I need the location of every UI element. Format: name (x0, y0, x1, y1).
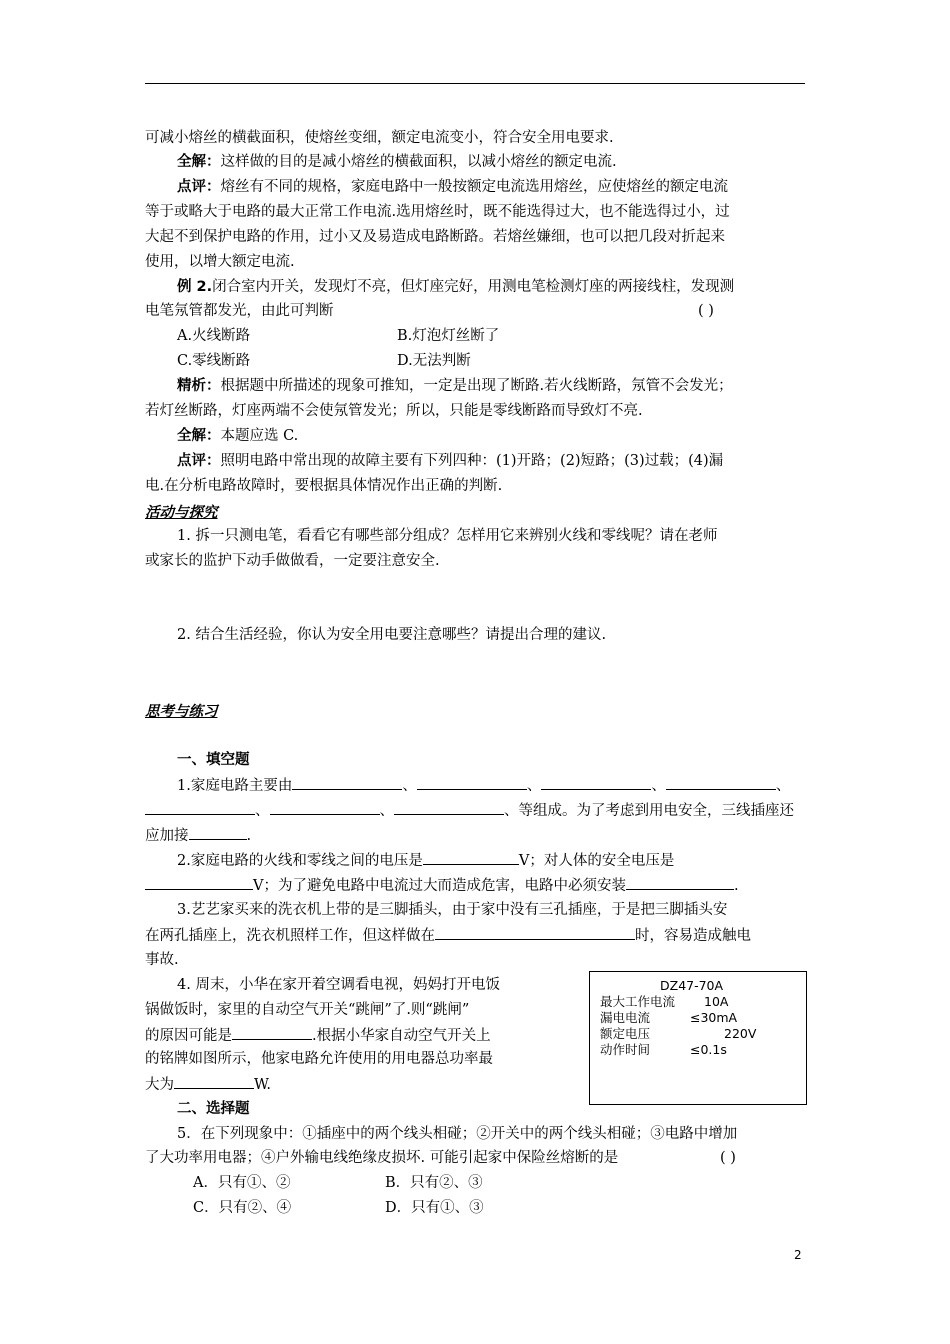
question-2: 2.家庭电路的火线和零线之间的电压是 V；对人体的安全电压是 (177, 850, 674, 871)
option-b: B．只有②、③ (385, 1175, 483, 1191)
comment-text: 照明电路中常出现的故障主要有下列四种：(1)开路；(2)短路；(3)过载；(4)漏 (220, 453, 724, 469)
answer-blank[interactable] (435, 925, 635, 940)
question-1: 1.家庭电路主要由 、 、 、 、 (177, 775, 790, 796)
full-solution (177, 426, 298, 446)
answer-blank[interactable] (174, 1074, 254, 1089)
paragraph-line: 电.在分析电路故障时，要根据具体情况作出正确的判断. (145, 478, 503, 494)
nameplate-model: DZ47-70A (660, 978, 724, 993)
nameplate-label: 漏电电流 (600, 1010, 651, 1025)
example-label: 例 2. (177, 279, 213, 295)
comment (177, 451, 723, 471)
question-4-cont: 锅做饭时，家里的自动空气开关“跳闸”了.则“跳闸” (145, 1002, 470, 1018)
question-3-cont: 事故. (145, 952, 179, 968)
full-solution-label: 全解： (177, 428, 221, 444)
answer-blank[interactable] (541, 775, 651, 790)
answer-blank[interactable] (232, 1025, 312, 1040)
header-rule (145, 83, 805, 84)
paragraph-line: 可减小熔丝的横截面积，使熔丝变细，额定电流变小，符合安全用电要求. (145, 130, 614, 146)
nameplate-value: 10A (704, 994, 729, 1009)
nameplate-label: 最大工作电流 (600, 994, 676, 1009)
question-5: 5．在下列现象中：①插座中的两个线头相碰；②开关中的两个线头相碰；③电路中增加 (177, 1126, 738, 1142)
full-solution-label: 全解： (177, 154, 221, 170)
full-solution-text: 本题应选 C. (220, 428, 299, 444)
full-solution-text: 这样做的目的是减小熔丝的横截面积，以减小熔丝的额定电流. (220, 154, 617, 170)
answer-paren: ( ) (720, 1150, 736, 1166)
option-a: A.火线断路 (177, 328, 251, 344)
question-4: 4. 周末，小华在家开着空调看电视，妈妈打开电饭 (177, 977, 500, 993)
activity-item-1: 1. 拆一只测电笔，看看它有哪些部分组成？怎样用它来辨别火线和零线呢？请在老师 (177, 528, 718, 544)
question-5-cont: 了大功率用电器；④户外输电线绝缘皮损坏. 可能引起家中保险丝熔断的是 (145, 1150, 619, 1166)
question-text: 闭合室内开关，发现灯不亮，但灯座完好，用测电笔检测灯座的两接线柱，发现测 (212, 279, 735, 295)
option-a: A．只有①、② (193, 1175, 291, 1191)
comment-label: 点评： (177, 179, 221, 195)
fill-heading: 一、填空题 (177, 752, 250, 768)
analysis-label: 精析： (177, 378, 221, 394)
choice-heading: 二、选择题 (177, 1101, 250, 1117)
option-d: D.无法判断 (397, 353, 471, 369)
question-1-cont: 、 、 、等组成。为了考虑到用电安全，三线插座还 (145, 800, 794, 821)
answer-paren: ( ) (698, 303, 714, 319)
example-2-question (177, 277, 734, 297)
question-4-cont: 的原因可能是 .根据小华家自动空气开关上 (145, 1025, 491, 1046)
nameplate-value: 220V (724, 1026, 757, 1041)
paragraph-line: 大起不到保护电路的作用，过小又及易造成电路断路。若熔丝嫌细，也可以把几段对折起来 (145, 229, 725, 245)
question-2-cont: V；为了避免电路中电流过大而造成危害，电路中必须安装 . (145, 875, 739, 896)
option-d: D．只有①、③ (385, 1200, 484, 1216)
answer-blank[interactable] (423, 850, 519, 865)
full-solution (177, 152, 617, 172)
option-b: B.灯泡灯丝断了 (397, 328, 500, 344)
question-1-cont: 应加接 . (145, 825, 251, 846)
option-c: C．只有②、④ (193, 1200, 292, 1216)
paragraph-line: 等于或略大于电路的最大正常工作电流.选用熔丝时，既不能选得过大，也不能选得过小，过 (145, 204, 730, 220)
section-title-practice: 思考与练习 (145, 704, 218, 720)
nameplate-label: 额定电压 (600, 1026, 651, 1041)
breaker-nameplate (589, 971, 807, 1105)
paragraph-line: 或家长的监护下动手做做看，一定要注意安全. (145, 553, 440, 569)
answer-blank[interactable] (292, 775, 402, 790)
paragraph-line: 若灯丝断路，灯座两端不会使氖管发光；所以，只能是零线断路而导致灯不亮. (145, 403, 643, 419)
answer-blank[interactable] (626, 875, 734, 890)
nameplate-value: ≤30mA (690, 1010, 738, 1025)
comment (177, 177, 728, 197)
analysis-text: 根据题中所描述的现象可推知，一定是出现了断路.若火线断路，氖管不会发光； (220, 378, 733, 394)
question-3: 3.艺艺家买来的洗衣机上带的是三脚插头，由于家中没有三孔插座，于是把三脚插头安 (177, 902, 728, 918)
activity-item-2: 2. 结合生活经验，你认为安全用电要注意哪些？请提出合理的建议. (177, 627, 607, 643)
answer-blank[interactable] (417, 775, 527, 790)
paragraph-line: 使用，以增大额定电流. (145, 254, 295, 270)
nameplate-label: 动作时间 (600, 1042, 651, 1057)
nameplate-value: ≤0.1s (690, 1042, 727, 1057)
question-3-cont: 在两孔插座上，洗衣机照样工作，但这样做在 时，容易造成触电 (145, 925, 751, 946)
option-c: C.零线断路 (177, 353, 251, 369)
page-number: 2 (794, 1248, 802, 1262)
answer-blank[interactable] (394, 800, 504, 815)
comment-label: 点评： (177, 453, 221, 469)
analysis (177, 376, 733, 396)
paragraph-line: 电笔氖管都发光，由此可判断 (145, 303, 334, 319)
answer-blank[interactable] (189, 825, 247, 840)
answer-blank[interactable] (145, 875, 253, 890)
question-4-cont: 的铭牌如图所示，他家电路允许使用的用电器总功率最 (145, 1051, 493, 1067)
answer-blank[interactable] (145, 800, 255, 815)
answer-blank[interactable] (666, 775, 776, 790)
answer-blank[interactable] (270, 800, 380, 815)
question-4-cont: 大为 W. (145, 1074, 271, 1095)
comment-text: 熔丝有不同的规格，家庭电路中一般按额定电流选用熔丝，应使熔丝的额定电流 (220, 179, 728, 195)
section-title-activity: 活动与探究 (145, 505, 218, 521)
